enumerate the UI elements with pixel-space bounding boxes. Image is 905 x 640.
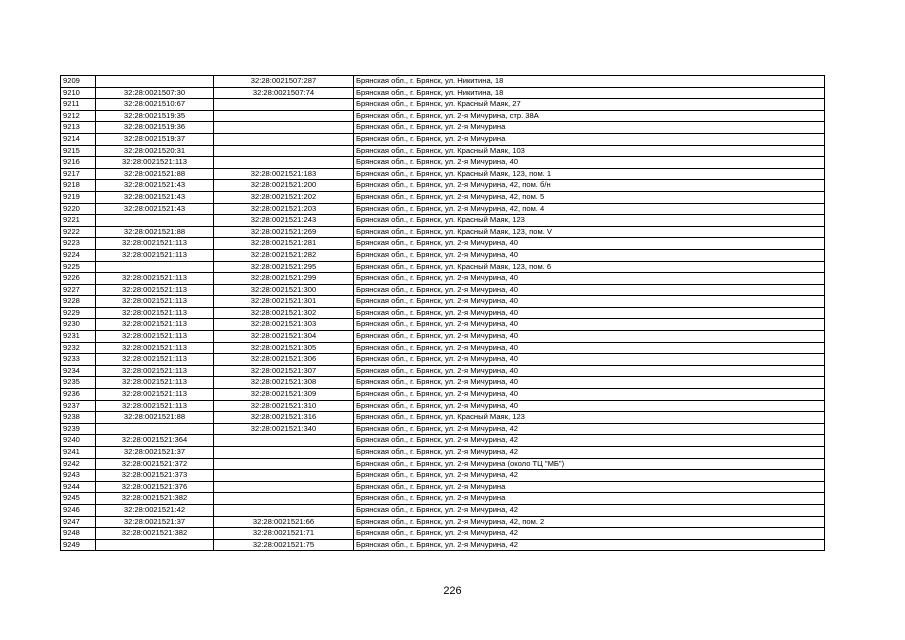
table-row xyxy=(61,296,825,308)
row-number-cell: 9225 xyxy=(61,261,96,273)
row-number-cell: 9236 xyxy=(61,389,96,401)
object-number-cell: 32:28:0021521:295 xyxy=(214,261,354,273)
row-number-cell: 9246 xyxy=(61,504,96,516)
object-number-cell xyxy=(214,435,354,447)
address-cell: Брянская обл., г. Брянск, ул. 2-я Мичурина, 40 xyxy=(354,307,825,319)
object-number-cell xyxy=(214,145,354,157)
address-cell: Брянская обл., г. Брянск, ул. 2-я Мичурина xyxy=(354,133,825,145)
address-cell: Брянская обл., г. Брянск, ул. 2-я Мичурина, 40 xyxy=(354,319,825,331)
parcel-number-cell: 32:28:0021521:113 xyxy=(96,273,214,285)
table-row xyxy=(61,423,825,435)
table-row xyxy=(61,249,825,261)
object-number-cell: 32:28:0021521:183 xyxy=(214,168,354,180)
parcel-number-cell xyxy=(96,539,214,551)
parcel-number-cell: 32:28:0021521:113 xyxy=(96,307,214,319)
address-cell: Брянская обл., г. Брянск, ул. 2-я Мичурина, 42 xyxy=(354,539,825,551)
table-row xyxy=(61,377,825,389)
parcel-number-cell: 32:28:0021521:382 xyxy=(96,528,214,540)
table-row xyxy=(61,504,825,516)
row-number-cell: 9242 xyxy=(61,458,96,470)
table-row xyxy=(61,307,825,319)
address-cell: Брянская обл., г. Брянск, ул. 2-я Мичурина xyxy=(354,493,825,505)
parcel-number-cell: 32:28:0021521:113 xyxy=(96,389,214,401)
row-number-cell: 9243 xyxy=(61,470,96,482)
address-cell: Брянская обл., г. Брянск, ул. Красный Маяк, 27 xyxy=(354,99,825,111)
object-number-cell xyxy=(214,470,354,482)
object-number-cell: 32:28:0021521:309 xyxy=(214,389,354,401)
object-number-cell: 32:28:0021521:306 xyxy=(214,354,354,366)
object-number-cell: 32:28:0021521:66 xyxy=(214,516,354,528)
object-number-cell: 32:28:0021521:304 xyxy=(214,331,354,343)
row-number-cell: 9211 xyxy=(61,99,96,111)
object-number-cell xyxy=(214,504,354,516)
address-cell: Брянская обл., г. Брянск, ул. 2-я Мичурина, 42 xyxy=(354,504,825,516)
address-cell: Брянская обл., г. Брянск, ул. 2-я Мичурина, 42, пом. 4 xyxy=(354,203,825,215)
address-cell: Брянская обл., г. Брянск, ул. 2-я Мичурина, 40 xyxy=(354,377,825,389)
table-row xyxy=(61,365,825,377)
parcel-number-cell: 32:28:0021519:37 xyxy=(96,133,214,145)
table-row xyxy=(61,284,825,296)
row-number-cell: 9224 xyxy=(61,249,96,261)
object-number-cell xyxy=(214,110,354,122)
address-cell: Брянская обл., г. Брянск, ул. 2-я Мичурина, 40 xyxy=(354,284,825,296)
row-number-cell: 9226 xyxy=(61,273,96,285)
object-number-cell xyxy=(214,133,354,145)
address-cell: Брянская обл., г. Брянск, ул. 2-я Мичурина, 40 xyxy=(354,157,825,169)
row-number-cell: 9247 xyxy=(61,516,96,528)
row-number-cell: 9245 xyxy=(61,493,96,505)
object-number-cell: 32:28:0021521:305 xyxy=(214,342,354,354)
parcel-number-cell: 32:28:0021521:113 xyxy=(96,319,214,331)
table-row xyxy=(61,99,825,111)
table-row xyxy=(61,273,825,285)
address-cell: Брянская обл., г. Брянск, ул. 2-я Мичурина, 42 xyxy=(354,447,825,459)
object-number-cell xyxy=(214,157,354,169)
row-number-cell: 9216 xyxy=(61,157,96,169)
address-cell: Брянская обл., г. Брянск, ул. Никитина, 18 xyxy=(354,87,825,99)
address-cell: Брянская обл., г. Брянск, ул. 2-я Мичурина, 40 xyxy=(354,238,825,250)
object-number-cell: 32:28:0021521:71 xyxy=(214,528,354,540)
address-cell: Брянская обл., г. Брянск, ул. 2-я Мичурина, 40 xyxy=(354,249,825,261)
table-row xyxy=(61,354,825,366)
parcel-number-cell: 32:28:0021521:364 xyxy=(96,435,214,447)
parcel-number-cell: 32:28:0021521:113 xyxy=(96,249,214,261)
address-cell: Брянская обл., г. Брянск, ул. Никитина, 18 xyxy=(354,76,825,88)
object-number-cell: 32:28:0021521:200 xyxy=(214,180,354,192)
object-number-cell: 32:28:0021521:340 xyxy=(214,423,354,435)
parcel-number-cell: 32:28:0021521:113 xyxy=(96,238,214,250)
parcel-number-cell: 32:28:0021521:43 xyxy=(96,191,214,203)
row-number-cell: 9239 xyxy=(61,423,96,435)
parcel-number-cell: 32:28:0021520:31 xyxy=(96,145,214,157)
address-cell: Брянская обл., г. Брянск, ул. 2-я Мичурина xyxy=(354,481,825,493)
row-number-cell: 9230 xyxy=(61,319,96,331)
table-row xyxy=(61,261,825,273)
row-number-cell: 9219 xyxy=(61,191,96,203)
table-row xyxy=(61,319,825,331)
cadastral-table xyxy=(60,75,825,551)
row-number-cell: 9235 xyxy=(61,377,96,389)
table-row xyxy=(61,516,825,528)
row-number-cell: 9220 xyxy=(61,203,96,215)
row-number-cell: 9213 xyxy=(61,122,96,134)
row-number-cell: 9209 xyxy=(61,76,96,88)
address-cell: Брянская обл., г. Брянск, ул. 2-я Мичурина, 40 xyxy=(354,296,825,308)
row-number-cell: 9248 xyxy=(61,528,96,540)
parcel-number-cell: 32:28:0021521:113 xyxy=(96,365,214,377)
address-cell: Брянская обл., г. Брянск, ул. 2-я Мичурина, 40 xyxy=(354,389,825,401)
address-cell: Брянская обл., г. Брянск, ул. 2-я Мичурина, 42, пом. 2 xyxy=(354,516,825,528)
parcel-number-cell: 32:28:0021521:113 xyxy=(96,296,214,308)
address-cell: Брянская обл., г. Брянск, ул. 2-я Мичурина, 40 xyxy=(354,331,825,343)
parcel-number-cell: 32:28:0021521:88 xyxy=(96,226,214,238)
object-number-cell xyxy=(214,122,354,134)
address-cell: Брянская обл., г. Брянск, ул. 2-я Мичурина, 42 xyxy=(354,528,825,540)
table-row xyxy=(61,87,825,99)
object-number-cell xyxy=(214,481,354,493)
table-row xyxy=(61,470,825,482)
table-row xyxy=(61,168,825,180)
table-row xyxy=(61,481,825,493)
table-row xyxy=(61,331,825,343)
parcel-number-cell: 32:28:0021521:43 xyxy=(96,180,214,192)
row-number-cell: 9240 xyxy=(61,435,96,447)
parcel-number-cell: 32:28:0021521:113 xyxy=(96,284,214,296)
row-number-cell: 9222 xyxy=(61,226,96,238)
row-number-cell: 9231 xyxy=(61,331,96,343)
table-row xyxy=(61,528,825,540)
table-row xyxy=(61,76,825,88)
row-number-cell: 9227 xyxy=(61,284,96,296)
table-row xyxy=(61,203,825,215)
address-cell: Брянская обл., г. Брянск, ул. Красный Маяк, 123 xyxy=(354,215,825,227)
parcel-number-cell: 32:28:0021521:37 xyxy=(96,516,214,528)
object-number-cell xyxy=(214,447,354,459)
object-number-cell: 32:28:0021507:287 xyxy=(214,76,354,88)
table-row xyxy=(61,539,825,551)
address-cell: Брянская обл., г. Брянск, ул. Красный Маяк, 123, пом. 6 xyxy=(354,261,825,273)
row-number-cell: 9212 xyxy=(61,110,96,122)
row-number-cell: 9232 xyxy=(61,342,96,354)
address-cell: Брянская обл., г. Брянск, ул. Красный Маяк, 123 xyxy=(354,412,825,424)
row-number-cell: 9244 xyxy=(61,481,96,493)
address-cell: Брянская обл., г. Брянск, ул. 2-я Мичурина, 42 xyxy=(354,470,825,482)
object-number-cell: 32:28:0021521:301 xyxy=(214,296,354,308)
table-row xyxy=(61,238,825,250)
row-number-cell: 9221 xyxy=(61,215,96,227)
row-number-cell: 9229 xyxy=(61,307,96,319)
row-number-cell: 9218 xyxy=(61,180,96,192)
address-cell: Брянская обл., г. Брянск, ул. 2-я Мичурина, 42 xyxy=(354,423,825,435)
object-number-cell: 32:28:0021521:75 xyxy=(214,539,354,551)
row-number-cell: 9237 xyxy=(61,400,96,412)
row-number-cell: 9215 xyxy=(61,145,96,157)
object-number-cell: 32:28:0021521:299 xyxy=(214,273,354,285)
row-number-cell: 9217 xyxy=(61,168,96,180)
object-number-cell: 32:28:0021521:316 xyxy=(214,412,354,424)
parcel-number-cell xyxy=(96,76,214,88)
table-row xyxy=(61,458,825,470)
address-cell: Брянская обл., г. Брянск, ул. 2-я Мичурина, 42, пом. б/н xyxy=(354,180,825,192)
table-row xyxy=(61,342,825,354)
parcel-number-cell: 32:28:0021521:113 xyxy=(96,400,214,412)
table-row xyxy=(61,110,825,122)
address-cell: Брянская обл., г. Брянск, ул. 2-я Мичурина, 40 xyxy=(354,273,825,285)
table-row xyxy=(61,435,825,447)
parcel-number-cell xyxy=(96,261,214,273)
object-number-cell: 32:28:0021521:282 xyxy=(214,249,354,261)
parcel-number-cell: 32:28:0021521:376 xyxy=(96,481,214,493)
address-cell: Брянская обл., г. Брянск, ул. Красный Маяк, 103 xyxy=(354,145,825,157)
table-row xyxy=(61,191,825,203)
table-row xyxy=(61,122,825,134)
row-number-cell: 9214 xyxy=(61,133,96,145)
parcel-number-cell: 32:28:0021510:67 xyxy=(96,99,214,111)
address-cell: Брянская обл., г. Брянск, ул. 2-я Мичурина, 42, пом. 5 xyxy=(354,191,825,203)
parcel-number-cell: 32:28:0021519:35 xyxy=(96,110,214,122)
row-number-cell: 9234 xyxy=(61,365,96,377)
address-cell: Брянская обл., г. Брянск, ул. 2-я Мичурина, 40 xyxy=(354,400,825,412)
row-number-cell: 9228 xyxy=(61,296,96,308)
page-number: 226 xyxy=(443,585,462,597)
address-cell: Брянская обл., г. Брянск, ул. 2-я Мичурина, стр. 38А xyxy=(354,110,825,122)
address-cell: Брянская обл., г. Брянск, ул. Красный Маяк, 123, пом. 1 xyxy=(354,168,825,180)
parcel-number-cell: 32:28:0021521:113 xyxy=(96,354,214,366)
object-number-cell: 32:28:0021521:243 xyxy=(214,215,354,227)
parcel-number-cell: 32:28:0021521:372 xyxy=(96,458,214,470)
row-number-cell: 9241 xyxy=(61,447,96,459)
parcel-number-cell: 32:28:0021521:88 xyxy=(96,168,214,180)
address-cell: Брянская обл., г. Брянск, ул. 2-я Мичурина, 42 xyxy=(354,435,825,447)
object-number-cell: 32:28:0021521:202 xyxy=(214,191,354,203)
parcel-number-cell: 32:28:0021521:373 xyxy=(96,470,214,482)
parcel-number-cell: 32:28:0021507:30 xyxy=(96,87,214,99)
table-row xyxy=(61,215,825,227)
object-number-cell: 32:28:0021521:269 xyxy=(214,226,354,238)
address-cell: Брянская обл., г. Брянск, ул. 2-я Мичурина xyxy=(354,122,825,134)
parcel-number-cell: 32:28:0021521:382 xyxy=(96,493,214,505)
address-cell: Брянская обл., г. Брянск, ул. 2-я Мичурина, 40 xyxy=(354,342,825,354)
parcel-number-cell: 32:28:0021519:36 xyxy=(96,122,214,134)
object-number-cell: 32:28:0021521:307 xyxy=(214,365,354,377)
parcel-number-cell: 32:28:0021521:113 xyxy=(96,342,214,354)
object-number-cell: 32:28:0021521:302 xyxy=(214,307,354,319)
table-row xyxy=(61,400,825,412)
object-number-cell xyxy=(214,458,354,470)
address-cell: Брянская обл., г. Брянск, ул. 2-я Мичурина (около ТЦ "МБ") xyxy=(354,458,825,470)
table-row xyxy=(61,145,825,157)
address-cell: Брянская обл., г. Брянск, ул. 2-я Мичурина, 40 xyxy=(354,365,825,377)
row-number-cell: 9210 xyxy=(61,87,96,99)
object-number-cell: 32:28:0021521:300 xyxy=(214,284,354,296)
object-number-cell: 32:28:0021507:74 xyxy=(214,87,354,99)
parcel-number-cell: 32:28:0021521:37 xyxy=(96,447,214,459)
table-row xyxy=(61,180,825,192)
object-number-cell: 32:28:0021521:308 xyxy=(214,377,354,389)
table-row xyxy=(61,493,825,505)
row-number-cell: 9238 xyxy=(61,412,96,424)
object-number-cell: 32:28:0021521:281 xyxy=(214,238,354,250)
object-number-cell xyxy=(214,493,354,505)
table-row xyxy=(61,133,825,145)
address-cell: Брянская обл., г. Брянск, ул. Красный Маяк, 123, пом. V xyxy=(354,226,825,238)
table-row xyxy=(61,226,825,238)
row-number-cell: 9249 xyxy=(61,539,96,551)
table-row xyxy=(61,412,825,424)
object-number-cell: 32:28:0021521:203 xyxy=(214,203,354,215)
table-row xyxy=(61,157,825,169)
parcel-number-cell: 32:28:0021521:42 xyxy=(96,504,214,516)
address-cell: Брянская обл., г. Брянск, ул. 2-я Мичурина, 40 xyxy=(354,354,825,366)
parcel-number-cell: 32:28:0021521:113 xyxy=(96,157,214,169)
row-number-cell: 9233 xyxy=(61,354,96,366)
parcel-number-cell: 32:28:0021521:113 xyxy=(96,377,214,389)
table-row xyxy=(61,389,825,401)
row-number-cell: 9223 xyxy=(61,238,96,250)
parcel-number-cell xyxy=(96,423,214,435)
object-number-cell xyxy=(214,99,354,111)
parcel-number-cell: 32:28:0021521:88 xyxy=(96,412,214,424)
object-number-cell: 32:28:0021521:310 xyxy=(214,400,354,412)
parcel-number-cell: 32:28:0021521:43 xyxy=(96,203,214,215)
parcel-number-cell: 32:28:0021521:113 xyxy=(96,331,214,343)
parcel-number-cell xyxy=(96,215,214,227)
object-number-cell: 32:28:0021521:303 xyxy=(214,319,354,331)
table-row xyxy=(61,447,825,459)
table-body xyxy=(61,76,825,551)
